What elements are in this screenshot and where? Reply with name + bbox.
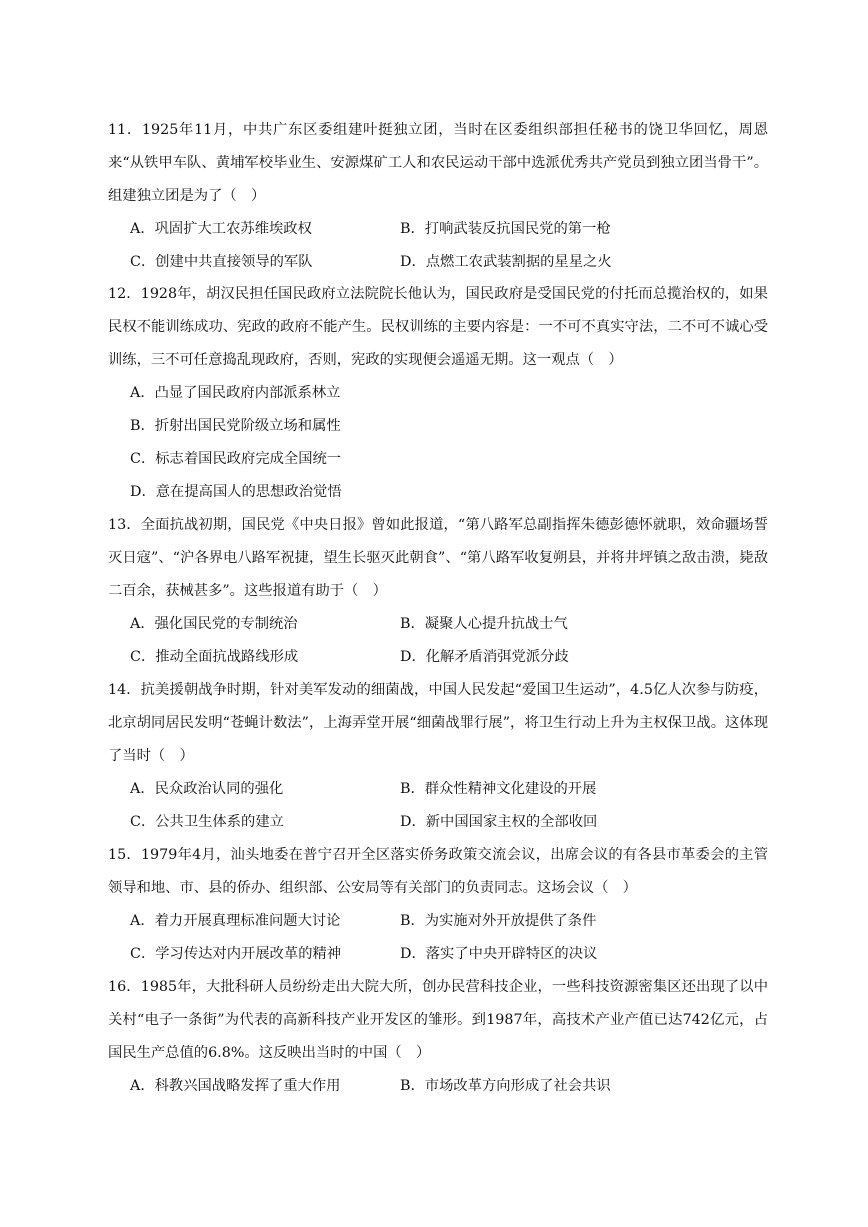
option-a[interactable]: A．科教兴国战略发挥了重大作用 <box>130 1078 341 1094</box>
options-row <box>108 938 768 971</box>
option-c[interactable]: C．创建中共直接领导的军队 <box>130 254 313 270</box>
question-stem: 12．1928年，胡汉民担任国民政府立法院院长他认为，国民政府是受国民党的付托而总揽治权的，如果民权不能训练成功、宪政的政府不能产生。民权训练的主要内容是：一不可不真实守法，二不可不诚心受训练，三不可任意捣乱现政府，否则，宪政的实现便会遥遥无期。这一观点（ ） <box>108 286 768 368</box>
options-row <box>108 608 768 641</box>
option-d[interactable]: D．意在提高国人的思想政治觉悟 <box>130 484 342 500</box>
option-d[interactable]: D．化解矛盾消弭党派分歧 <box>400 649 569 665</box>
option-c[interactable]: C．公共卫生体系的建立 <box>130 814 284 830</box>
option-a[interactable]: A．凸显了国民政府内部派系林立 <box>130 385 341 401</box>
options-row <box>108 213 768 246</box>
question-stem: 15．1979年4月，汕头地委在普宁召开全区落实侨务政策交流会议，出席会议的有各县市革委会的主管领导和地、市、县的侨办、组织部、公安局等有关部门的负责同志。这场会议（ ） <box>108 847 768 896</box>
option-a[interactable]: A．强化国民党的专制统治 <box>130 616 298 632</box>
options-row <box>108 641 768 674</box>
question-stem: 16．1985年，大批科研人员纷纷走出大院大所，创办民营科技企业，一些科技资源密集区还出现了以中关村“电子一条街”为代表的高新科技产业开发区的雏形。到1987年，高技术产业产值已达742亿元，占国民生产总值的6.8%。这反映出当时的中国（ ） <box>108 979 768 1061</box>
option-b[interactable]: B．凝聚人心提升抗战士气 <box>400 616 568 632</box>
options-row <box>108 246 768 279</box>
option-b[interactable]: B．折射出国民党阶级立场和属性 <box>130 418 341 434</box>
question-12 <box>108 278 768 509</box>
options-row <box>108 1070 768 1103</box>
options-row <box>108 773 768 806</box>
question-14 <box>108 674 768 839</box>
option-b[interactable]: B．打响武装反抗国民党的第一枪 <box>400 221 611 237</box>
option-a[interactable]: A．着力开展真理标准问题大讨论 <box>130 913 341 929</box>
question-stem: 13．全面抗战初期，国民党《中央日报》曾如此报道，“第八路军总副指挥朱德彭德怀就职，效命疆场誓灭日寇”、“沪各界电八路军祝捷，望生长驱灭此朝食”、“第八路军收复朔县，并将井坪镇之敌击溃，毙敌二百余，获械甚多”。这些报道有助于（ ） <box>108 517 768 599</box>
option-b[interactable]: B．为实施对外开放提供了条件 <box>400 913 597 929</box>
question-stem: 14．抗美援朝战争时期，针对美军发动的细菌战，中国人民发起“爱国卫生运动”，4.5亿人次参与防疫，北京胡同居民发明“苍蝇计数法”，上海弄堂开展“细菌战罪行展”，将卫生行动上升为主权保卫战。这体现了当时（ ） <box>108 682 768 764</box>
option-a[interactable]: A．巩固扩大工农苏维埃政权 <box>130 221 312 237</box>
option-c[interactable]: C．标志着国民政府完成全国统一 <box>130 451 342 467</box>
question-stem: 11．1925年11月，中共广东区委组建叶挺独立团，当时在区委组织部担任秘书的饶卫华回忆，周恩来“从铁甲车队、黄埔军校毕业生、安源煤矿工人和农民运动干部中选派优秀共产党员到独立团当骨干”。组建独立团是为了（ ） <box>108 122 768 204</box>
question-11 <box>108 114 768 279</box>
option-d[interactable]: D．新中国国家主权的全部收回 <box>400 814 598 830</box>
option-c[interactable]: C．学习传达对内开展改革的精神 <box>130 946 342 962</box>
option-a[interactable]: A．民众政治认同的强化 <box>130 781 284 797</box>
question-15 <box>108 839 768 971</box>
question-13 <box>108 509 768 674</box>
option-d[interactable]: D．点燃工农武装割据的星星之火 <box>400 254 612 270</box>
options-row <box>108 905 768 938</box>
question-16 <box>108 971 768 1103</box>
option-d[interactable]: D．落实了中央开辟特区的决议 <box>400 946 598 962</box>
option-b[interactable]: B．群众性精神文化建设的开展 <box>400 781 597 797</box>
option-c[interactable]: C．推动全面抗战路线形成 <box>130 649 299 665</box>
options-row <box>108 806 768 839</box>
option-b[interactable]: B．市场改革方向形成了社会共识 <box>400 1078 611 1094</box>
